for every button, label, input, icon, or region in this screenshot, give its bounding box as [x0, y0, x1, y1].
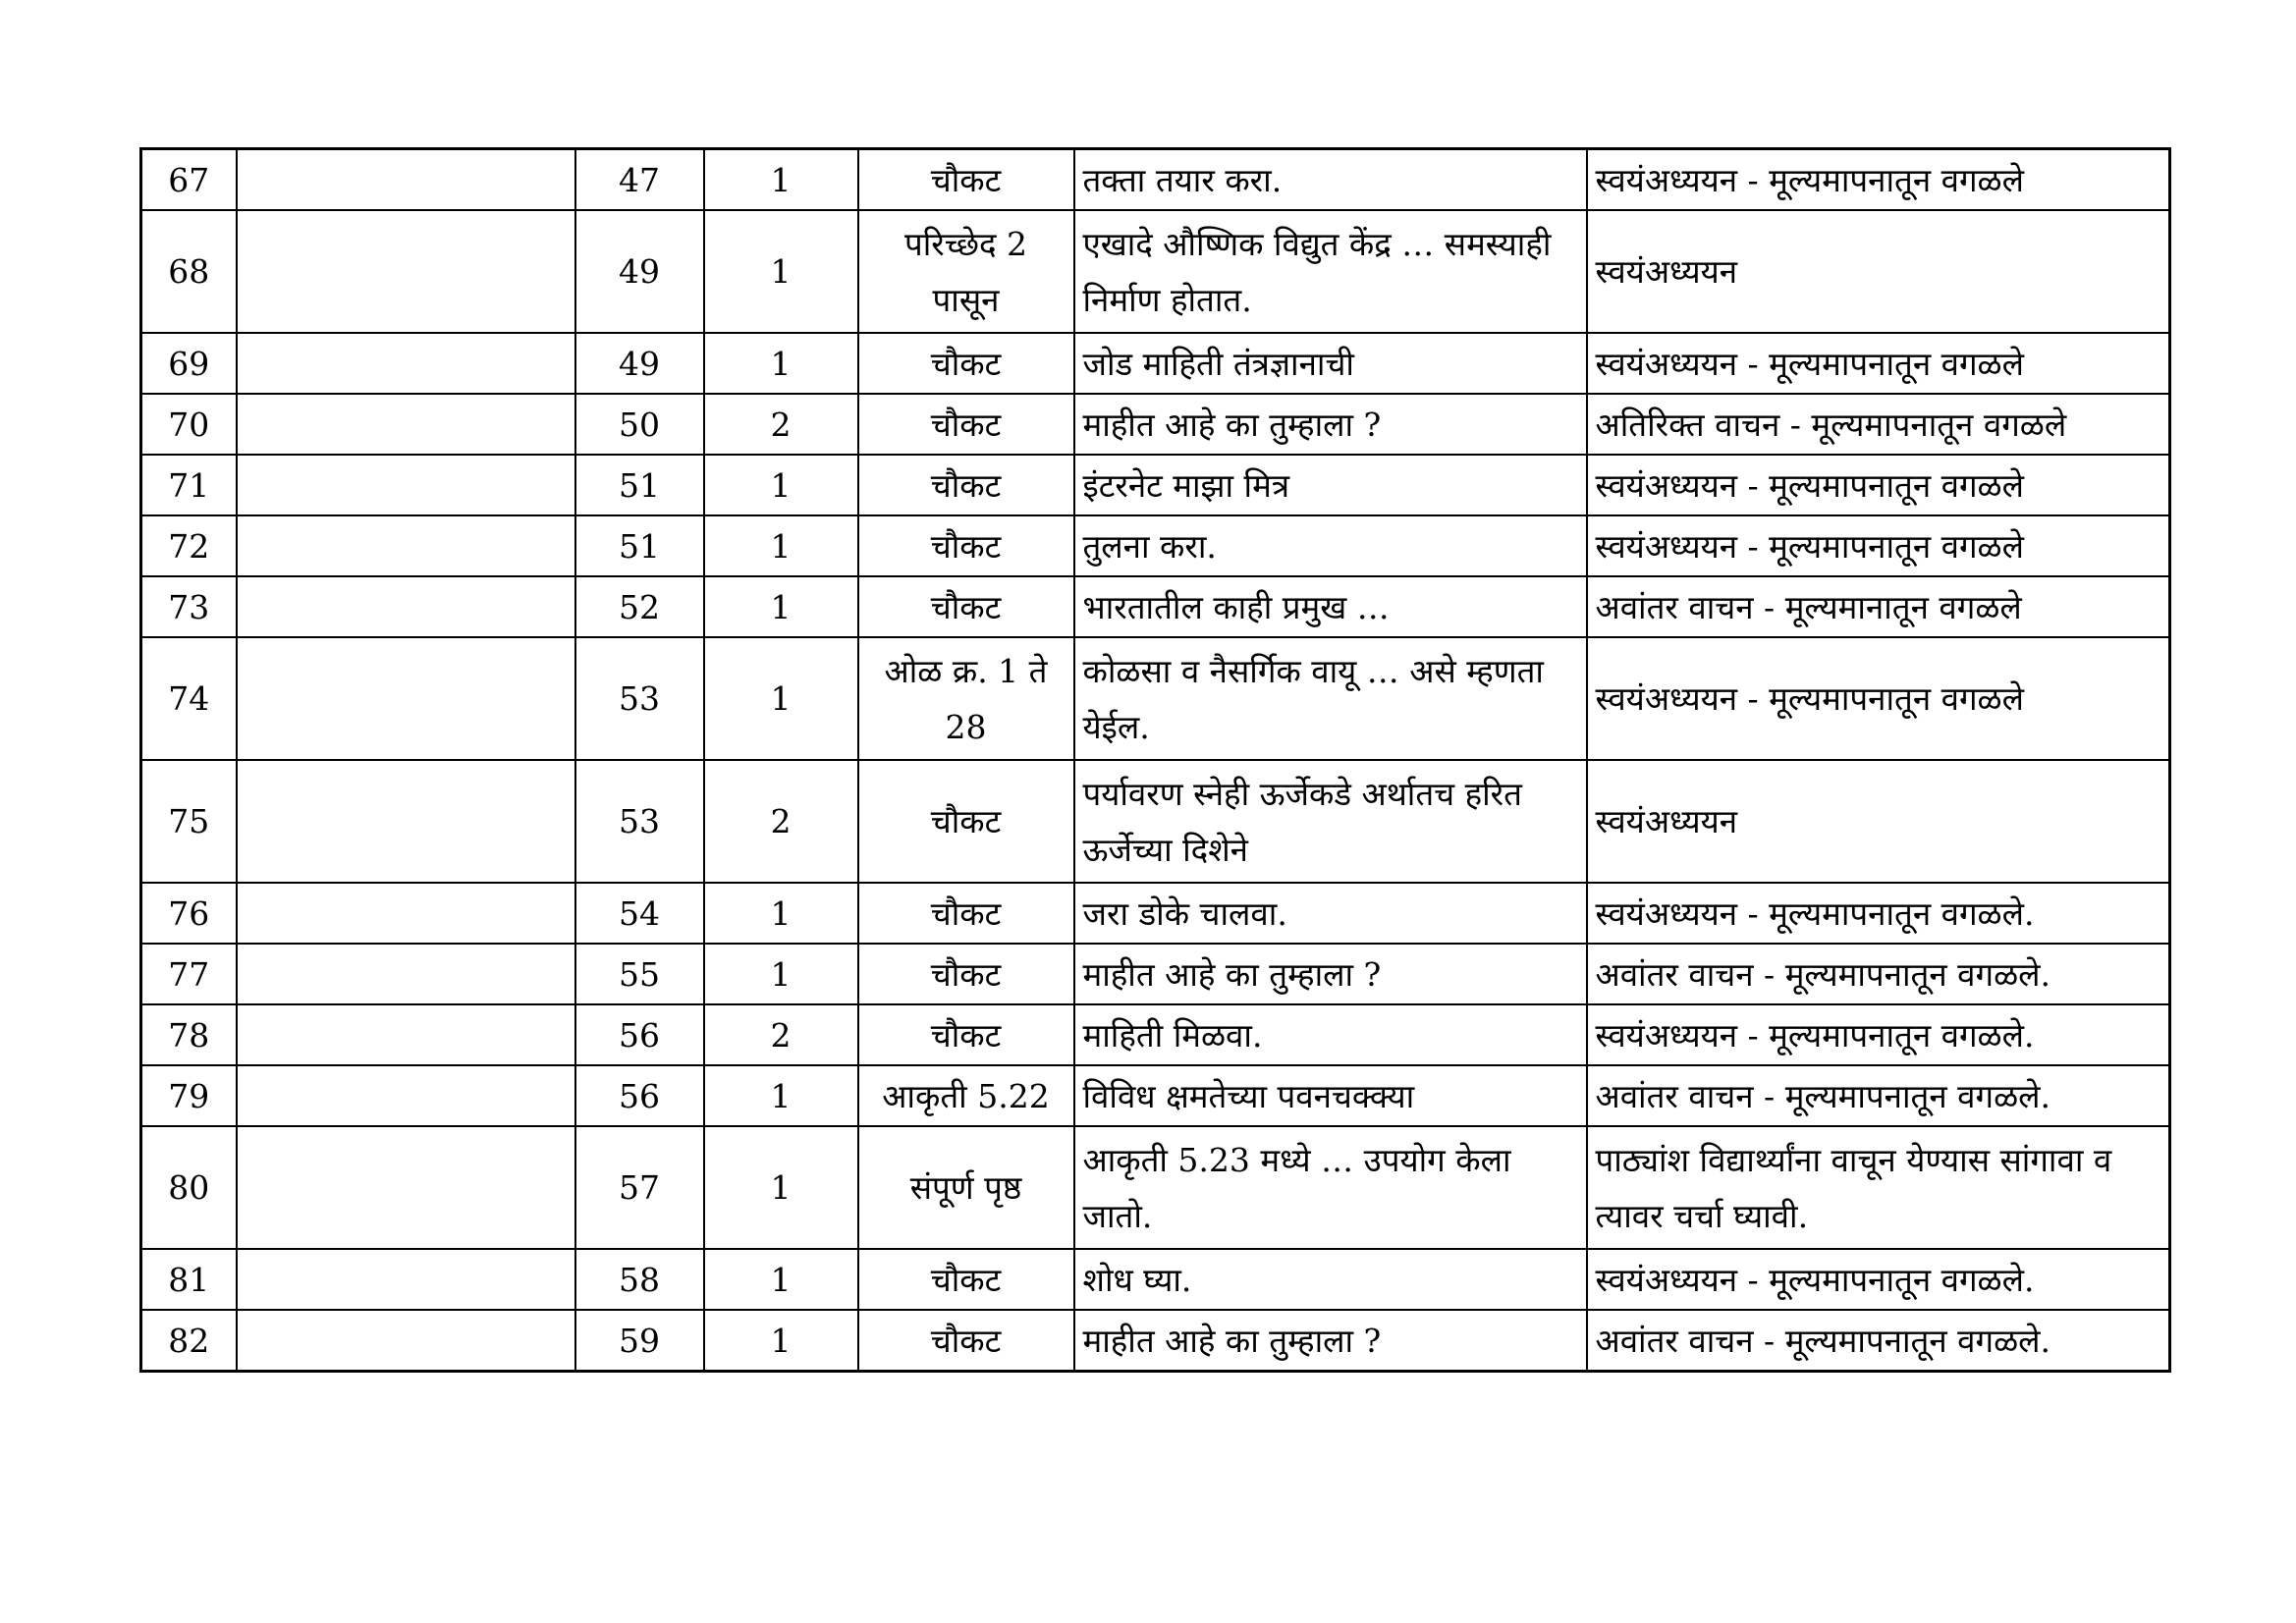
- topic-cell: माहीत आहे का तुम्हाला ?: [1074, 1310, 1587, 1372]
- paragraph-cell: 1: [704, 455, 858, 515]
- topic-cell: तक्ता तयार करा.: [1074, 149, 1587, 211]
- paragraph-cell: 1: [704, 333, 858, 394]
- page-cell: 58: [575, 1249, 704, 1310]
- table-body: [141, 149, 2170, 1372]
- location-cell: चौकट: [858, 1004, 1074, 1065]
- table-row: [141, 210, 2170, 333]
- topic-cell: आकृती 5.23 मध्ये … उपयोग केला जातो.: [1074, 1126, 1587, 1249]
- topic-cell: कोळसा व नैसर्गिक वायू … असे म्हणता येईल.: [1074, 637, 1587, 760]
- topic-cell: इंटरनेट माझा मित्र: [1074, 455, 1587, 515]
- blank-cell: [237, 394, 575, 455]
- serial-cell: 75: [141, 760, 237, 883]
- table-row: [141, 1126, 2170, 1249]
- topic-cell: माहिती मिळवा.: [1074, 1004, 1587, 1065]
- topic-cell: भारतातील काही प्रमुख …: [1074, 576, 1587, 637]
- serial-cell: 74: [141, 637, 237, 760]
- table-row: [141, 576, 2170, 637]
- paragraph-cell: 1: [704, 944, 858, 1004]
- remark-cell: पाठ्यांश विद्यार्थ्यांना वाचून येण्यास सांगावा व त्यावर चर्चा घ्यावी.: [1587, 1126, 2170, 1249]
- blank-cell: [237, 149, 575, 211]
- table-row: [141, 515, 2170, 576]
- topic-cell: माहीत आहे का तुम्हाला ?: [1074, 394, 1587, 455]
- topic-cell: जोड माहिती तंत्रज्ञानाची: [1074, 333, 1587, 394]
- serial-cell: 80: [141, 1126, 237, 1249]
- remark-cell: अतिरिक्त वाचन - मूल्यमापनातून वगळले: [1587, 394, 2170, 455]
- page-cell: 54: [575, 883, 704, 944]
- table-row: [141, 1065, 2170, 1126]
- table-row: [141, 944, 2170, 1004]
- paragraph-cell: 2: [704, 1004, 858, 1065]
- blank-cell: [237, 1065, 575, 1126]
- blank-cell: [237, 333, 575, 394]
- paragraph-cell: 1: [704, 883, 858, 944]
- location-cell: चौकट: [858, 149, 1074, 211]
- blank-cell: [237, 1126, 575, 1249]
- topic-cell: विविध क्षमतेच्या पवनचक्क्या: [1074, 1065, 1587, 1126]
- blank-cell: [237, 1310, 575, 1372]
- topic-cell: पर्यावरण स्नेही ऊर्जेकडे अर्थातच हरित ऊर्जेच्या दिशेने: [1074, 760, 1587, 883]
- syllabus-reduction-table: [139, 147, 2171, 1373]
- remark-cell: स्वयंअध्ययन - मूल्यमापनातून वगळले: [1587, 333, 2170, 394]
- serial-cell: 78: [141, 1004, 237, 1065]
- location-cell: चौकट: [858, 394, 1074, 455]
- blank-cell: [237, 637, 575, 760]
- location-cell: चौकट: [858, 760, 1074, 883]
- table-row: [141, 455, 2170, 515]
- page-cell: 56: [575, 1065, 704, 1126]
- remark-cell: स्वयंअध्ययन: [1587, 210, 2170, 333]
- serial-cell: 76: [141, 883, 237, 944]
- topic-cell: तुलना करा.: [1074, 515, 1587, 576]
- blank-cell: [237, 515, 575, 576]
- remark-cell: अवांतर वाचन - मूल्यमानातून वगळले: [1587, 576, 2170, 637]
- serial-cell: 82: [141, 1310, 237, 1372]
- serial-cell: 79: [141, 1065, 237, 1126]
- blank-cell: [237, 1249, 575, 1310]
- location-cell: चौकट: [858, 1249, 1074, 1310]
- paragraph-cell: 1: [704, 576, 858, 637]
- table-row: [141, 394, 2170, 455]
- location-cell: आकृती 5.22: [858, 1065, 1074, 1126]
- page-cell: 51: [575, 515, 704, 576]
- remark-cell: स्वयंअध्ययन: [1587, 760, 2170, 883]
- serial-cell: 69: [141, 333, 237, 394]
- topic-cell: माहीत आहे का तुम्हाला ?: [1074, 944, 1587, 1004]
- blank-cell: [237, 760, 575, 883]
- document-page: [139, 147, 2168, 1373]
- paragraph-cell: 1: [704, 637, 858, 760]
- page-cell: 53: [575, 760, 704, 883]
- remark-cell: स्वयंअध्ययन - मूल्यमापनातून वगळले: [1587, 149, 2170, 211]
- location-cell: चौकट: [858, 576, 1074, 637]
- table-row: [141, 1249, 2170, 1310]
- serial-cell: 71: [141, 455, 237, 515]
- blank-cell: [237, 576, 575, 637]
- remark-cell: स्वयंअध्ययन - मूल्यमापनातून वगळले: [1587, 637, 2170, 760]
- remark-cell: अवांतर वाचन - मूल्यमापनातून वगळले.: [1587, 1065, 2170, 1126]
- serial-cell: 77: [141, 944, 237, 1004]
- page-cell: 49: [575, 210, 704, 333]
- page-cell: 57: [575, 1126, 704, 1249]
- topic-cell: शोध घ्या.: [1074, 1249, 1587, 1310]
- page-cell: 51: [575, 455, 704, 515]
- table-row: [141, 1310, 2170, 1372]
- serial-cell: 72: [141, 515, 237, 576]
- paragraph-cell: 1: [704, 210, 858, 333]
- page-cell: 50: [575, 394, 704, 455]
- location-cell: चौकट: [858, 455, 1074, 515]
- remark-cell: स्वयंअध्ययन - मूल्यमापनातून वगळले: [1587, 455, 2170, 515]
- remark-cell: अवांतर वाचन - मूल्यमापनातून वगळले.: [1587, 944, 2170, 1004]
- blank-cell: [237, 944, 575, 1004]
- paragraph-cell: 1: [704, 1249, 858, 1310]
- serial-cell: 73: [141, 576, 237, 637]
- table-row: [141, 333, 2170, 394]
- page-cell: 53: [575, 637, 704, 760]
- location-cell: चौकट: [858, 515, 1074, 576]
- page-cell: 56: [575, 1004, 704, 1065]
- paragraph-cell: 1: [704, 1126, 858, 1249]
- table-row: [141, 883, 2170, 944]
- serial-cell: 81: [141, 1249, 237, 1310]
- serial-cell: 70: [141, 394, 237, 455]
- paragraph-cell: 1: [704, 1310, 858, 1372]
- location-cell: ओळ क्र. 1 ते 28: [858, 637, 1074, 760]
- remark-cell: स्वयंअध्ययन - मूल्यमापनातून वगळले.: [1587, 883, 2170, 944]
- remark-cell: स्वयंअध्ययन - मूल्यमापनातून वगळले: [1587, 515, 2170, 576]
- paragraph-cell: 2: [704, 760, 858, 883]
- table-row: [141, 760, 2170, 883]
- page-cell: 55: [575, 944, 704, 1004]
- blank-cell: [237, 210, 575, 333]
- location-cell: परिच्छेद 2 पासून: [858, 210, 1074, 333]
- location-cell: चौकट: [858, 333, 1074, 394]
- topic-cell: एखादे औष्णिक विद्युत केंद्र … समस्याही निर्माण होतात.: [1074, 210, 1587, 333]
- table-row: [141, 637, 2170, 760]
- table-row: [141, 149, 2170, 211]
- remark-cell: स्वयंअध्ययन - मूल्यमापनातून वगळले.: [1587, 1004, 2170, 1065]
- location-cell: चौकट: [858, 883, 1074, 944]
- serial-cell: 67: [141, 149, 237, 211]
- paragraph-cell: 1: [704, 1065, 858, 1126]
- page-cell: 47: [575, 149, 704, 211]
- blank-cell: [237, 455, 575, 515]
- page-cell: 59: [575, 1310, 704, 1372]
- serial-cell: 68: [141, 210, 237, 333]
- location-cell: चौकट: [858, 1310, 1074, 1372]
- paragraph-cell: 1: [704, 515, 858, 576]
- page-cell: 49: [575, 333, 704, 394]
- blank-cell: [237, 883, 575, 944]
- location-cell: संपूर्ण पृष्ठ: [858, 1126, 1074, 1249]
- paragraph-cell: 1: [704, 149, 858, 211]
- remark-cell: स्वयंअध्ययन - मूल्यमापनातून वगळले.: [1587, 1249, 2170, 1310]
- location-cell: चौकट: [858, 944, 1074, 1004]
- remark-cell: अवांतर वाचन - मूल्यमापनातून वगळले.: [1587, 1310, 2170, 1372]
- blank-cell: [237, 1004, 575, 1065]
- topic-cell: जरा डोके चालवा.: [1074, 883, 1587, 944]
- table-row: [141, 1004, 2170, 1065]
- paragraph-cell: 2: [704, 394, 858, 455]
- page-cell: 52: [575, 576, 704, 637]
